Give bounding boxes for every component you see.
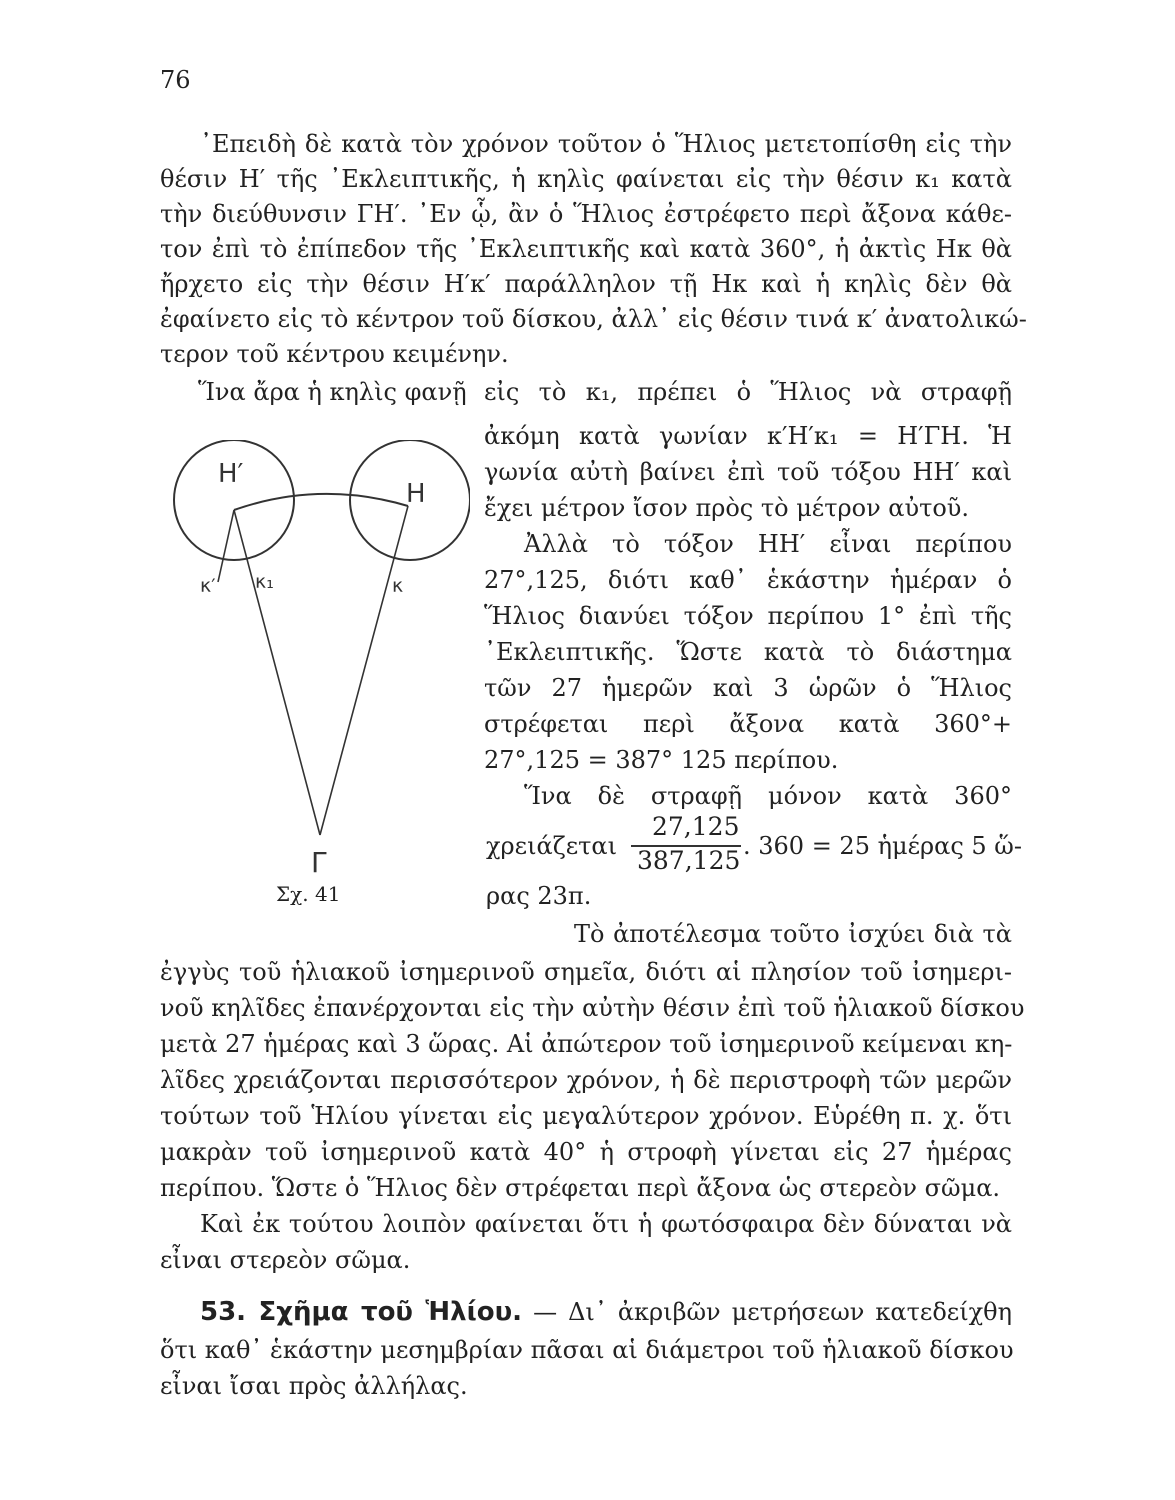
label-kappa-prime: κ′: [200, 575, 216, 597]
label-h-prime: Η′: [218, 459, 244, 489]
text-line: ἔχει μέτρον ἴσον πρὸς τὸ μέτρον αὐτοῦ.: [484, 494, 970, 522]
text-line-left: Ἵνα ἄρα ἡ κηλὶς φανῇ: [198, 378, 467, 406]
text-line: θέσιν Η′ τῆς ᾿Εκλειπτικῆς, ἡ κηλὶς φαίνεται εἰς τὴν θέσιν κ₁ κατὰ: [160, 165, 1012, 193]
formula-numerator: 27,125: [652, 812, 740, 841]
formula-continuation: ρας 23π.: [486, 882, 592, 910]
text-line: ᾿Επειδὴ δὲ κατὰ τὸν χρόνον τοῦτον ὁ Ἥλιος μετετοπίσθη εἰς τὴν: [200, 130, 1012, 158]
text-line: μακρὰν τοῦ ἰσημερινοῦ κατὰ 40° ἡ στροφὴ γίνεται εἰς 27 ἡμέρας: [160, 1138, 1012, 1166]
label-h: Η: [406, 479, 426, 509]
text-line: περίπου. Ὥστε ὁ Ἥλιος δὲν στρέφεται περὶ ἄξονα ὡς στερεὸν σῶμα.: [160, 1174, 1001, 1202]
text-line: Καὶ ἐκ τούτου λοιπὸν φαίνεται ὅτι ἡ φωτόσφαιρα δὲν δύναται νὰ: [200, 1210, 1012, 1238]
text-line: ἀκόμη κατὰ γωνίαν κ′Η′κ₁ = Η′ΓΗ. Ἡ: [484, 422, 1012, 450]
text-line: ἐφαίνετο εἰς τὸ κέντρον τοῦ δίσκου, ἀλλ᾿ εἰς θέσιν τινά κ′ ἀνατολικώ-: [160, 305, 1027, 333]
formula-lead: χρειάζεται: [486, 832, 618, 860]
text-line-right: εἰς τὸ κ₁, πρέπει ὁ Ἥλιος νὰ στραφῇ: [484, 378, 1012, 406]
text-line: 27°,125 = 387° 125 περίπου.: [484, 746, 839, 774]
label-gamma: Γ: [311, 846, 327, 879]
label-kappa: κ: [392, 575, 404, 597]
text-line: ἤρχετο εἰς τὴν θέσιν Η′κ′ παράλληλον τῇ Ηκ καὶ ἡ κηλὶς δὲν θὰ: [160, 270, 1012, 298]
text-line: ὅτι καθ᾿ ἑκάστην μεσημβρίαν πᾶσαι αἱ διάμετροι τοῦ ἡλιακοῦ δίσκου: [160, 1336, 1014, 1364]
text-line: τον ἐπὶ τὸ ἐπίπεδον τῆς ᾿Εκλειπτικῆς καὶ κατὰ 360°, ἡ ἀκτὶς Ηκ θὰ: [160, 235, 1012, 263]
text-line: Ἥλιος διανύει τόξον περίπου 1° ἐπὶ τῆς: [484, 602, 1012, 630]
text-line: τούτων τοῦ Ἡλίου γίνεται εἰς μεγαλύτερον χρόνον. Εὑρέθη π. χ. ὅτι: [160, 1102, 1012, 1130]
line-h-gamma: [320, 506, 408, 835]
text-line: ἐγγὺς τοῦ ἡλιακοῦ ἰσημερινοῦ σημεῖα, διότι αἱ πλησίον τοῦ ἰσημερι-: [160, 958, 1012, 986]
text-line: ᾿Εκλειπτικῆς. Ὥστε κατὰ τὸ διάστημα: [484, 638, 1012, 666]
text-line: τῶν 27 ἡμερῶν καὶ 3 ὡρῶν ὁ Ἥλιος: [484, 674, 1012, 702]
arc-hh-prime: [234, 494, 408, 510]
text-line: εἶναι ἴσαι πρὸς ἀλλήλας.: [160, 1372, 468, 1400]
text-line: Ἀλλὰ τὸ τόξον ΗΗ′ εἶναι περίπου: [524, 530, 1012, 558]
text-line: στρέφεται περὶ ἄξονα κατὰ 360°+: [484, 710, 1012, 738]
text-line: εἶναι στερεὸν σῶμα.: [160, 1246, 411, 1274]
section-53-first-line: [160, 1296, 1012, 1328]
figure-41-diagram: [160, 440, 470, 920]
line-h-prime-gamma: [234, 510, 320, 835]
ray-h-prime-kappa-prime: [218, 510, 234, 582]
text-line: γωνία αὐτὴ βαίνει ἐπὶ τοῦ τόξου ΗΗ′ καὶ: [484, 458, 1012, 486]
section-heading: 53. Σχῆμα τοῦ Ἡλίου.: [200, 1297, 523, 1327]
formula-tail: . 360 = 25 ἡμέρας 5 ὥ-: [743, 832, 1022, 860]
sun-circle-h-prime: [174, 440, 294, 560]
text-line: 27°,125, διότι καθ᾿ ἑκάστην ἡμέραν ὁ: [484, 566, 1012, 594]
text-line: μετὰ 27 ἡμέρας καὶ 3 ὥρας. Αἱ ἀπώτερον τοῦ ἰσημερινοῦ κείμεναι κη-: [160, 1030, 1013, 1058]
label-kappa1: κ₁: [255, 571, 274, 593]
text-line: τὴν διεύθυνσιν ΓΗ′. ᾿Εν ᾧ, ἂν ὁ Ἥλιος ἐστρέφετο περὶ ἄξονα κάθε-: [160, 200, 1012, 228]
text-line: Τὸ ἀποτέλεσμα τοῦτο ἰσχύει διὰ τὰ: [574, 920, 1012, 948]
section-intro-text: — Δι᾿ ἀκριβῶν μετρήσεων κατεδείχθη: [522, 1298, 1012, 1326]
text-line: Ἵνα δὲ στραφῇ μόνον κατὰ 360°: [524, 782, 1012, 810]
text-line: τερον τοῦ κέντρου κειμένην.: [160, 340, 509, 368]
page-number: 76: [160, 66, 191, 94]
figure-caption: Σχ. 41: [276, 882, 341, 906]
formula-denominator: 387,125: [637, 846, 741, 875]
text-line: λῖδες χρειάζονται περισσότερον χρόνον, ἡ δὲ περιστροφὴ τῶν μερῶν: [160, 1066, 1012, 1094]
text-line: νοῦ κηλῖδες ἐπανέρχονται εἰς τὴν αὐτὴν θέσιν ἐπὶ τοῦ ἡλιακοῦ δίσκου: [160, 994, 1025, 1022]
